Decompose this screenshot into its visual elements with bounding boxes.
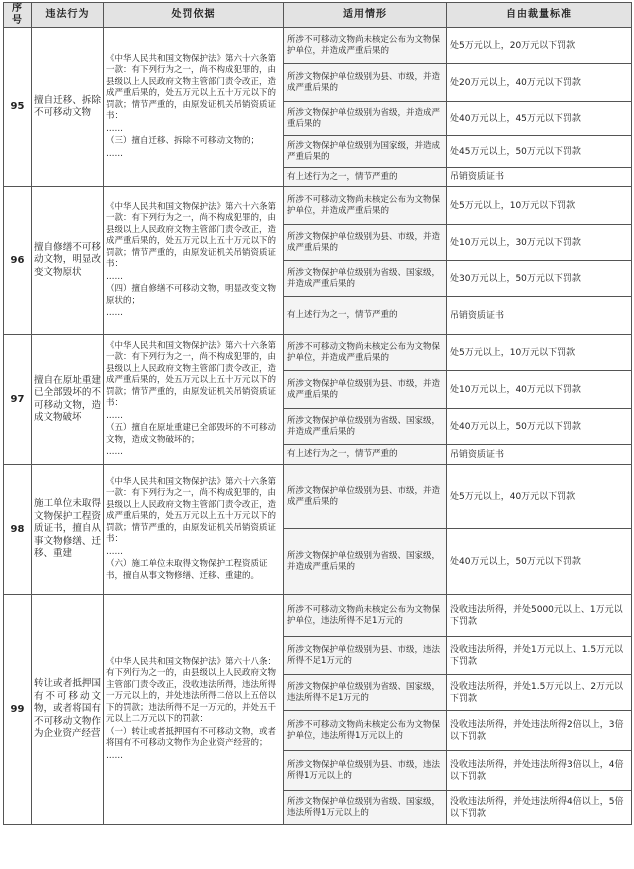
basis-text: （四）擅自修缮不可移动文物，明显改变文物原状的；	[106, 284, 277, 306]
basis-text: ……	[106, 308, 123, 318]
standard-cell: 吊销资质证书	[447, 168, 632, 187]
basis-text: 《中华人民共和国文物保护法》第六十八条：有下列行为之一的，由县级以上人民政府文物主管部门责令改正，没收违法所得，违法所得一万元以上的，并处违法所得二倍以上五倍以下的罚款；违法所得不足一万元的，并处五千元以上二万元以下的罚款：	[106, 656, 277, 725]
standard-cell: 处40万元以上，50万元以下罚款	[447, 409, 632, 445]
condition-cell: 所涉文物保护单位级别为县、市级，并造成严重后果的	[284, 225, 447, 261]
table-row	[4, 595, 632, 637]
condition-cell: 所涉文物保护单位级别为县、市级，并造成严重后果的	[284, 371, 447, 409]
basis-text: ……	[106, 546, 123, 557]
basis-text: ……	[106, 148, 123, 159]
condition-cell: 所涉文物保护单位级别为县、市级，并造成严重后果的	[284, 465, 447, 529]
header-violation: 违法行为	[32, 3, 104, 28]
header-condition: 适用情形	[284, 3, 447, 28]
row-number: 98	[4, 465, 32, 595]
violation-cell: 施工单位未取得文物保护工程资质证书，擅自从事文物修缮、迁移、重建	[32, 465, 104, 595]
row-number: 96	[4, 187, 32, 335]
standard-cell: 没收违法所得，并处1万元以上、1.5万元以下罚款	[447, 637, 632, 675]
violation-cell: 擅自修缮不可移动文物，明显改变文物原状	[32, 187, 104, 335]
header-standard: 自由裁量标准	[447, 3, 632, 28]
condition-cell: 所涉不可移动文物尚未核定公布为文物保护单位，并造成严重后果的	[284, 335, 447, 371]
basis-cell	[104, 28, 284, 187]
basis-text: 《中华人民共和国文物保护法》第六十六条第一款：有下列行为之一，尚不构成犯罪的，由县级以上人民政府文物主管部门责令改正，造成严重后果的，处五万元以上五十万元以下的罚款；情节严重的，由原发证机关吊销资质证书：	[106, 201, 277, 269]
standard-cell: 没收违法所得，并处5000元以上、1万元以下罚款	[447, 595, 632, 637]
condition-cell: 所涉文物保护单位级别为县、市级，违法所得不足1万元的	[284, 637, 447, 675]
condition-cell: 有上述行为之一，情节严重的	[284, 297, 447, 335]
basis-text: ……	[106, 123, 123, 134]
standard-cell: 没收违法所得，并处违法所得3倍以上，4倍以下罚款	[447, 751, 632, 791]
basis-cell	[104, 335, 284, 465]
basis-text: ……	[106, 410, 123, 421]
condition-cell: 所涉不可移动文物尚未核定公布为文物保护单位，并造成严重后果的	[284, 187, 447, 225]
table-row	[4, 187, 632, 225]
condition-cell: 有上述行为之一，情节严重的	[284, 445, 447, 465]
condition-cell: 所涉文物保护单位级别为省级、国家级，并造成严重后果的	[284, 529, 447, 595]
standard-cell: 吊销资质证书	[447, 445, 632, 465]
basis-cell	[104, 595, 284, 825]
standard-cell: 处5万元以上，40万元以下罚款	[447, 465, 632, 529]
condition-cell: 所涉不可移动文物尚未核定公布为文物保护单位，违法所得不足1万元的	[284, 595, 447, 637]
standard-cell: 没收违法所得，并处违法所得4倍以上，5倍以下罚款	[447, 791, 632, 825]
condition-cell: 所涉文物保护单位级别为省级，并造成严重后果的	[284, 102, 447, 136]
condition-cell: 所涉文物保护单位级别为省级、国家级，违法所得1万元以上的	[284, 791, 447, 825]
basis-text: 《中华人民共和国文物保护法》第六十六条第一款：有下列行为之一，尚不构成犯罪的，由县级以上人民政府文物主管部门责令改正，造成严重后果的，处五万元以上五十万元以下的罚款；情节严重的，由原发证机关吊销资质证书：	[106, 53, 277, 122]
row-number: 97	[4, 335, 32, 465]
basis-text: ……	[106, 447, 123, 457]
standard-cell: 处40万元以上，50万元以下罚款	[447, 529, 632, 595]
basis-text: 《中华人民共和国文物保护法》第六十六条第一款：有下列行为之一，尚不构成犯罪的，由县级以上人民政府文物主管部门责令改正，造成严重后果的，处五万元以上五十万元以下的罚款；情节严重的，由原发证机关吊销资质证书：	[106, 340, 277, 408]
standard-cell: 处5万元以上，10万元以下罚款	[447, 335, 632, 371]
condition-cell: 所涉不可移动文物尚未核定公布为文物保护单位，违法所得1万元以上的	[284, 711, 447, 751]
standard-cell: 处5万元以上，10万元以下罚款	[447, 187, 632, 225]
standard-cell: 处20万元以上，40万元以下罚款	[447, 64, 632, 102]
condition-cell: 所涉文物保护单位级别为省级、国家级，违法所得不足1万元的	[284, 675, 447, 711]
table-row	[4, 335, 632, 371]
condition-cell: 所涉文物保护单位级别为国家级，并造成严重后果的	[284, 136, 447, 168]
standard-cell: 处5万元以上，20万元以下罚款	[447, 28, 632, 64]
row-number: 99	[4, 595, 32, 825]
penalty-standards-table	[3, 2, 632, 825]
violation-cell: 擅自迁移、拆除不可移动文物	[32, 28, 104, 187]
table-row	[4, 28, 632, 64]
standard-cell: 处45万元以上，50万元以下罚款	[447, 136, 632, 168]
condition-cell: 所涉文物保护单位级别为县、市级，并造成严重后果的	[284, 64, 447, 102]
condition-cell: 所涉文物保护单位级别为省级、国家级，并造成严重后果的	[284, 261, 447, 297]
row-number: 95	[4, 28, 32, 187]
header-row	[4, 3, 632, 28]
standard-cell: 没收违法所得，并处违法所得2倍以上，3倍以下罚款	[447, 711, 632, 751]
standard-cell: 处10万元以上，40万元以下罚款	[447, 371, 632, 409]
basis-text: 《中华人民共和国文物保护法》第六十六条第一款：有下列行为之一，尚不构成犯罪的，由县级以上人民政府文物主管部门责令改正，造成严重后果的，处五万元以上五十万元以下的罚款；情节严重的，由原发证机关吊销资质证书：	[106, 476, 277, 545]
condition-cell: 所涉不可移动文物尚未核定公布为文物保护单位，并造成严重后果的	[284, 28, 447, 64]
header-seq: 序号	[4, 3, 32, 28]
standard-cell: 吊销资质证书	[447, 297, 632, 335]
table-row	[4, 465, 632, 529]
basis-text: ……	[106, 750, 123, 761]
basis-cell	[104, 465, 284, 595]
basis-cell	[104, 187, 284, 335]
condition-cell: 所涉文物保护单位级别为县、市级，违法所得1万元以上的	[284, 751, 447, 791]
standard-cell: 处10万元以上，30万元以下罚款	[447, 225, 632, 261]
header-basis: 处罚依据	[104, 3, 284, 28]
basis-text: ……	[106, 271, 123, 282]
violation-cell: 转让或者抵押国有不可移动文物，或者将国有不可移动文物作为企业资产经营	[32, 595, 104, 825]
basis-text: （五）擅自在原址重建已全部毁坏的不可移动文物，造成文物破坏的；	[106, 423, 277, 445]
basis-text: （一）转让或者抵押国有不可移动文物，或者将国有不可移动文物作为企业资产经营的；	[106, 726, 277, 749]
violation-cell: 擅自在原址重建已全部毁坏的不可移动文物，造成文物破坏	[32, 335, 104, 465]
standard-cell: 没收违法所得，并处1.5万元以上、2万元以下罚款	[447, 675, 632, 711]
basis-text: （六）施工单位未取得文物保护工程资质证书，擅自从事文物修缮、迁移、重建的。	[106, 559, 268, 581]
standard-cell: 处30万元以上，50万元以下罚款	[447, 261, 632, 297]
basis-text: （三）擅自迁移、拆除不可移动文物的；	[106, 136, 260, 147]
condition-cell: 有上述行为之一，情节严重的	[284, 168, 447, 187]
standard-cell: 处40万元以上，45万元以下罚款	[447, 102, 632, 136]
condition-cell: 所涉文物保护单位级别为省级、国家级，并造成严重后果的	[284, 409, 447, 445]
